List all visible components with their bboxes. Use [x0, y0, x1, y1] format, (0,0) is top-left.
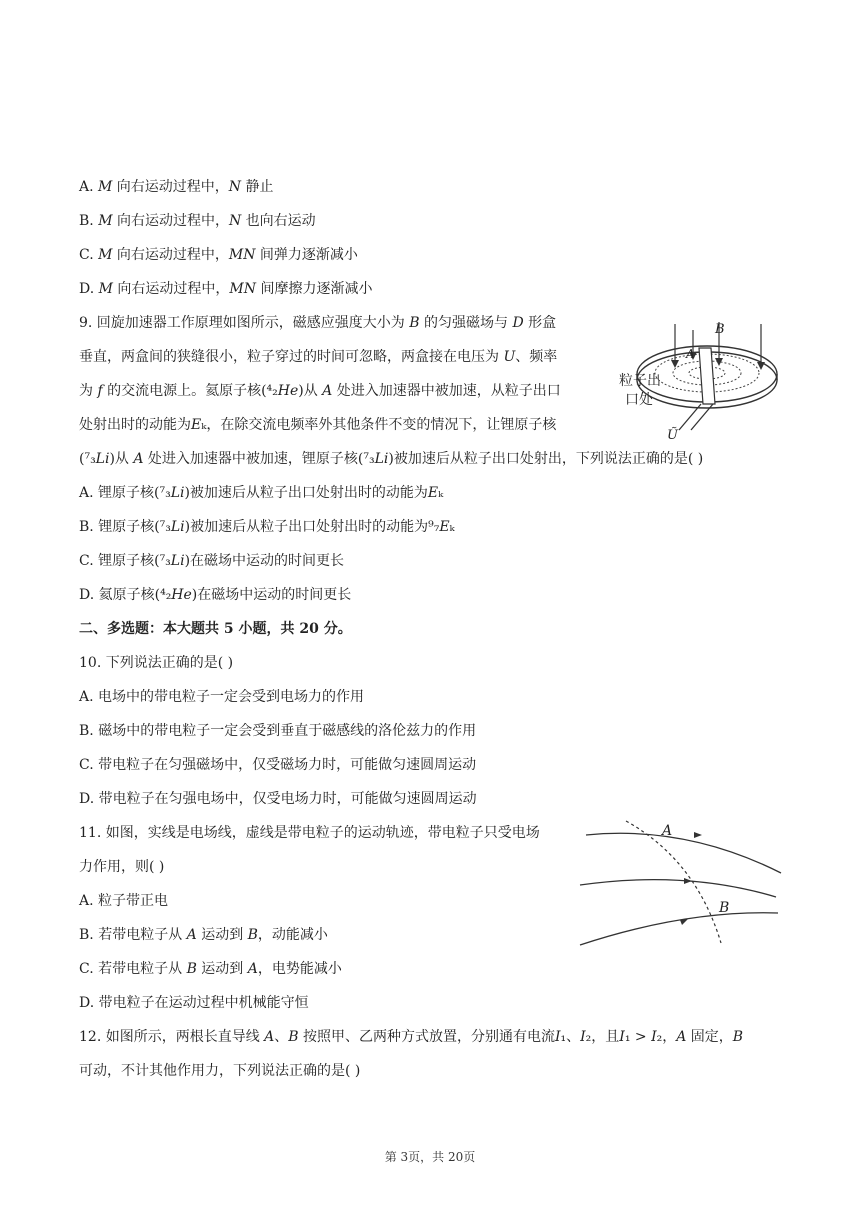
page-footer: 第 3页，共 20页: [384, 1150, 476, 1164]
q8-option-d: D. 𝑀 向右运动过程中，𝑀𝑁 间摩擦力逐渐减小: [79, 281, 373, 297]
q10-stem: 10. 下列说法正确的是( ): [79, 655, 234, 671]
q9-option-a: A. 锂原子核(⁷₃𝐿𝑖)被加速后从粒子出口处射出时的动能为𝐸ₖ: [79, 485, 444, 501]
point-label-a: A: [662, 823, 673, 839]
q10-option-a: A. 电场中的带电粒子一定会受到电场力的作用: [79, 689, 365, 705]
q11-option-c: C. 若带电粒子从 𝐵 运动到 𝐴，电势能减小: [79, 961, 342, 977]
q10-option-c: C. 带电粒子在匀强磁场中，仅受磁场力时，可能做匀速圆周运动: [79, 757, 477, 773]
q11-stem-line-1: 11. 如图，实线是电场线，虚线是带电粒子的运动轨迹，带电粒子只受电场: [79, 825, 540, 841]
exit-label-line-2: 口处: [625, 392, 653, 408]
q8-option-a: A. 𝑀 向右运动过程中，𝑁 静止: [79, 179, 274, 195]
q10-option-b: B. 磁场中的带电粒子一定会受到垂直于磁感线的洛伦兹力的作用: [79, 723, 477, 739]
cyclotron-figure: [615, 318, 785, 443]
q11-stem-line-2: 力作用，则( ): [79, 859, 165, 875]
point-label-b: B: [719, 900, 730, 916]
q8-option-b: B. 𝑀 向右运动过程中，𝑁 也向右运动: [79, 213, 316, 229]
q12-stem-line-1: 12. 如图所示，两根长直导线 𝐴、𝐵 按照甲、乙两种方式放置，分别通有电流𝐼₁、𝐼₂，且𝐼₁ > 𝐼₂，𝐴 固定，𝐵: [79, 1029, 744, 1045]
q11-option-b: B. 若带电粒子从 𝐴 运动到 𝐵，动能减小: [79, 927, 328, 943]
q11-option-a: A. 粒子带正电: [79, 893, 169, 909]
section-heading-multiple-choice: 二、多选题：本大题共 5 小题，共 20 分。: [79, 621, 352, 637]
q9-stem-line-2: 垂直，两盒间的狭缝很小，粒子穿过的时间可忽略，两盒接在电压为 𝑈、频率: [79, 349, 558, 365]
q12-stem-line-2: 可动，不计其他作用力，下列说法正确的是( ): [79, 1063, 361, 1079]
point-label-a: A: [686, 347, 695, 361]
electric-field-figure: [576, 815, 786, 950]
q8-option-c: C. 𝑀 向右运动过程中，𝑀𝑁 间弹力逐渐减小: [79, 247, 358, 263]
q9-option-b: B. 锂原子核(⁷₃𝐿𝑖)被加速后从粒子出口处射出时的动能为⁹₇𝐸ₖ: [79, 519, 455, 535]
q9-stem-line-3: 为 𝑓 的交流电源上。氦原子核(⁴₂𝐻𝑒)从 𝐴 处进入加速器中被加速，从粒子出口: [79, 383, 561, 399]
field-label-b: B: [715, 322, 725, 337]
voltage-label-u: Ũ: [667, 428, 678, 443]
exit-label-line-1: 粒子出: [619, 373, 661, 389]
q11-option-d: D. 带电粒子在运动过程中机械能守恒: [79, 995, 309, 1011]
q9-stem-line-4: 处射出时的动能为𝐸ₖ，在除交流电频率外其他条件不变的情况下，让锂原子核: [79, 417, 557, 433]
q10-option-d: D. 带电粒子在匀强电场中，仅受电场力时，可能做匀速圆周运动: [79, 791, 477, 807]
q9-stem-line-1: 9. 回旋加速器工作原理如图所示，磁感应强度大小为 𝐵 的匀强磁场与 𝐷 形盒: [79, 315, 557, 331]
q9-stem-line-5: (⁷₃𝐿𝑖)从 𝐴 处进入加速器中被加速，锂原子核(⁷₃𝐿𝑖)被加速后从粒子出口处射出，下列说法正确的是( ): [79, 451, 704, 467]
q9-option-c: C. 锂原子核(⁷₃𝐿𝑖)在磁场中运动的时间更长: [79, 553, 345, 569]
q9-option-d: D. 氦原子核(⁴₂𝐻𝑒)在磁场中运动的时间更长: [79, 587, 352, 603]
